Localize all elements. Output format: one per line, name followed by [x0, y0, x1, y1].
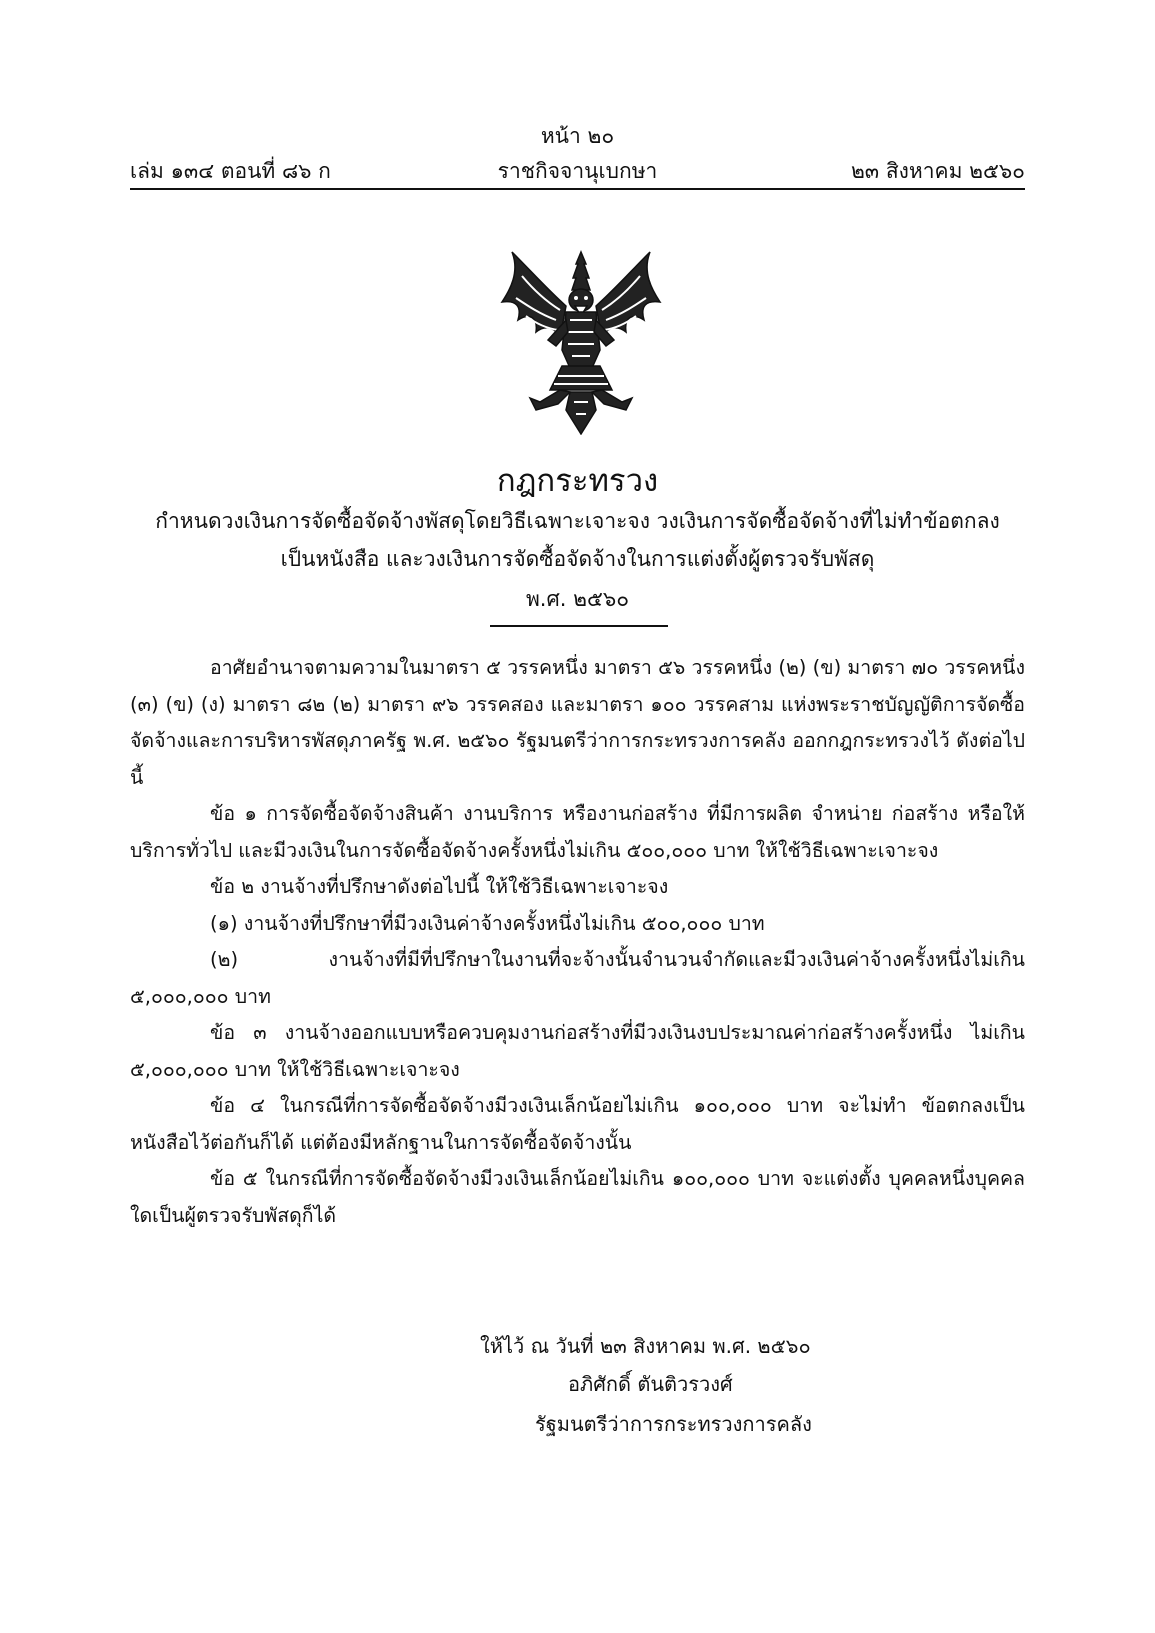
document-body: [130, 650, 1025, 1234]
subtitle-line-2: เป็นหนังสือ และวงเงินการจัดซื้อจัดจ้างในการแต่งตั้งผู้ตรวจรับพัสดุ: [280, 547, 875, 571]
given-date: ให้ไว้ ณ วันที่ ๒๓ สิงหาคม พ.ศ. ๒๕๖๐: [480, 1334, 811, 1358]
preamble-paragraph: อาศัยอำนาจตามความในมาตรา ๕ วรรคหนึ่ง มาตรา ๕๖ วรรคหนึ่ง (๒) (ข) มาตรา ๗๐ วรรคหนึ่ง (๓) (ข) (ง) มาตรา ๘๒ (๒) มาตรา ๙๖ วรรคสอง และมาตรา ๑๐๐ วรรคสาม แห่งพระราชบัญญัติการจัดซื้อจัดจ้างและการบริหารพัสดุภาครัฐ พ.ศ. ๒๕๖๐ รัฐมนตรีว่าการกระทรวงการคลัง ออกกฎกระทรวงไว้ ดังต่อไปนี้: [130, 656, 1025, 789]
volume-issue: เล่ม ๑๓๔ ตอนที่ ๘๖ ก: [130, 159, 331, 183]
document-title: กฎกระทรวง: [496, 463, 659, 499]
subtitle-line-1: กำหนดวงเงินการจัดซื้อจัดจ้างพัสดุโดยวิธีเฉพาะเจาะจง วงเงินการจัดซื้อจัดจ้างที่ไม่ทำข้อตกลง: [155, 509, 1000, 533]
signatory-name: อภิศักดิ์ ตันติวรวงศ์: [568, 1372, 733, 1396]
clause-2: ข้อ ๒ งานจ้างที่ปรึกษาดังต่อไปนี้ ให้ใช้วิธีเฉพาะเจาะจง: [210, 875, 669, 898]
title-divider: [490, 625, 668, 627]
publish-date: ๒๓ สิงหาคม ๒๕๖๐: [850, 159, 1025, 183]
clause-1: ข้อ ๑ การจัดซื้อจัดจ้างสินค้า งานบริการ หรืองานก่อสร้าง ที่มีการผลิต จำหน่าย ก่อสร้าง หรือให้บริการทั่วไป และมีวงเงินในการจัดซื้อจัดจ้างครั้งหนึ่งไม่เกิน ๕๐๐,๐๐๐ บาท ให้ใช้วิธีเฉพาะเจาะจง: [130, 802, 1025, 862]
header-divider: [130, 188, 1025, 190]
clause-2-item-1: (๑) งานจ้างที่ปรึกษาที่มีวงเงินค่าจ้างครั้งหนึ่งไม่เกิน ๕๐๐,๐๐๐ บาท: [210, 911, 765, 935]
clause-5: ข้อ ๕ ในกรณีที่การจัดซื้อจัดจ้างมีวงเงินเล็กน้อยไม่เกิน ๑๐๐,๐๐๐ บาท จะแต่งตั้ง บุคคลหนึ่งบุคคลใดเป็นผู้ตรวจรับพัสดุก็ได้: [130, 1167, 1025, 1227]
gazette-header: [130, 155, 1025, 185]
clause-3: ข้อ ๓ งานจ้างออกแบบหรือควบคุมงานก่อสร้างที่มีวงเงินงบประมาณค่าก่อสร้างครั้งหนึ่ง ไม่เกิน ๕,๐๐๐,๐๐๐ บาท ให้ใช้วิธีเฉพาะเจาะจง: [130, 1021, 1025, 1081]
subtitle-year: พ.ศ. ๒๕๖๐: [525, 587, 630, 611]
gazette-name: ราชกิจจานุเบกษา: [497, 159, 658, 183]
signatory-position: รัฐมนตรีว่าการกระทรวงการคลัง: [535, 1412, 812, 1436]
garuda-emblem-icon: [500, 250, 662, 435]
page-number: หน้า ๒๐: [540, 124, 615, 148]
clause-2-item-2: (๒) งานจ้างที่มีที่ปรึกษาในงานที่จะจ้างนั้นจำนวนจำกัดและมีวงเงินค่าจ้างครั้งหนึ่งไม่เกิน ๕,๐๐๐,๐๐๐ บาท: [130, 948, 1025, 1008]
clause-4: ข้อ ๔ ในกรณีที่การจัดซื้อจัดจ้างมีวงเงินเล็กน้อยไม่เกิน ๑๐๐,๐๐๐ บาท จะไม่ทำ ข้อตกลงเป็นหนังสือไว้ต่อกันก็ได้ แต่ต้องมีหลักฐานในการจัดซื้อจัดจ้างนั้น: [130, 1094, 1025, 1154]
